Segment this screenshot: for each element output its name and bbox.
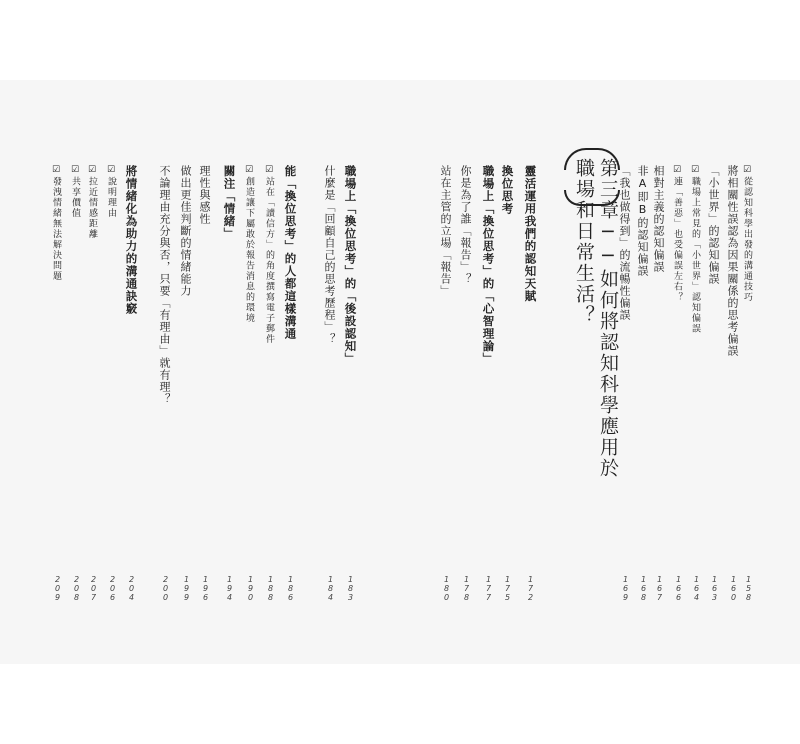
page-number: 177 [484,575,493,602]
page-number: 194 [225,575,234,602]
page-number: 167 [655,575,664,602]
page-number: 180 [442,575,451,602]
left-page-entry: 理性與感性 [198,165,211,225]
middle-page-entry: 靈活運用我們的認知天賦 [523,165,538,303]
right-page-entry: 「我也做得到」的流暢性偏誤 [618,165,631,321]
right-page-entry: 將相關性誤認為因果關係的思考偏誤 [726,165,739,357]
page-number: 207 [89,575,98,602]
page-number: 200 [161,575,170,602]
left-page-entry: 不論理由充分與否，只要「有理由」就有理？ [158,165,171,405]
page-number: 206 [108,575,117,602]
page-number: 164 [692,575,701,602]
page-number: 196 [201,575,210,602]
left-page-entry: 能「換位思考」的人都這樣溝通 [283,165,298,340]
page-number: 190 [246,575,255,602]
left-page-entry: ☑共享價值 [70,165,80,219]
right-page-entry: ☑從認知科學出發的溝通技巧 [742,165,752,303]
page-number: 166 [674,575,683,602]
middle-page-entry: 站在主管的立場「報告」 [439,165,452,297]
page-number: 160 [729,575,738,602]
right-page-entry: ☑職場上常見的「小世界」認知偏誤 [690,165,700,334]
left-page-entry: 職場上「換位思考」的「後設認知」 [343,165,358,365]
page-number: 184 [326,575,335,602]
left-page-entry: ☑拉近情感距離 [87,165,97,240]
right-page-entry: ☑連「善惡」也受偏誤左右？ [672,165,682,303]
chapter-heading-line1: 第三章──如何將認知科學應用於 [597,158,619,479]
page-number: 209 [53,575,62,602]
page-number: 208 [72,575,81,602]
page-number: 183 [346,575,355,602]
page-number: 169 [621,575,630,602]
page-number: 199 [182,575,191,602]
page-number: 178 [462,575,471,602]
left-page-entry: ☑站在「讀信方」的角度撰寫電子郵件 [264,165,274,345]
chapter-heading-line2: 職場和日常生活？ [573,158,595,326]
page-number: 158 [744,575,753,602]
left-page-entry: 將情緒化為助力的溝通訣竅 [124,165,139,315]
right-page-entry: 「小世界」的認知偏誤 [707,165,720,285]
right-page-entry: 相對主義的認知偏誤 [652,165,665,273]
chapter-heading [572,158,620,479]
middle-page-entry: 職場上「換位思考」的「心智理論」 [481,165,496,365]
right-page-entry: 非A即B的認知偏誤 [636,165,649,277]
left-page-entry: 做出更佳判斷的情緒能力 [179,165,192,297]
left-page-entry: ☑創造讓下屬敢於報告消息的環境 [244,165,254,324]
left-page-entry: 什麼是「回顧自己的思考歷程」？ [323,165,336,345]
left-page-entry: ☑發洩情緒無法解決問題 [51,165,61,282]
middle-page-entry: 你是為了誰「報告」？ [459,165,472,285]
page-number: 175 [503,575,512,602]
page-number: 168 [639,575,648,602]
page-number: 163 [710,575,719,602]
left-page-entry: ☑說明理由 [106,165,116,219]
middle-page-entry: 換位思考 [500,165,515,215]
page-number: 172 [526,575,535,602]
page-number: 204 [127,575,136,602]
page-number: 188 [266,575,275,602]
page-number: 186 [286,575,295,602]
left-page-entry: 關注「情緒」 [222,165,237,240]
